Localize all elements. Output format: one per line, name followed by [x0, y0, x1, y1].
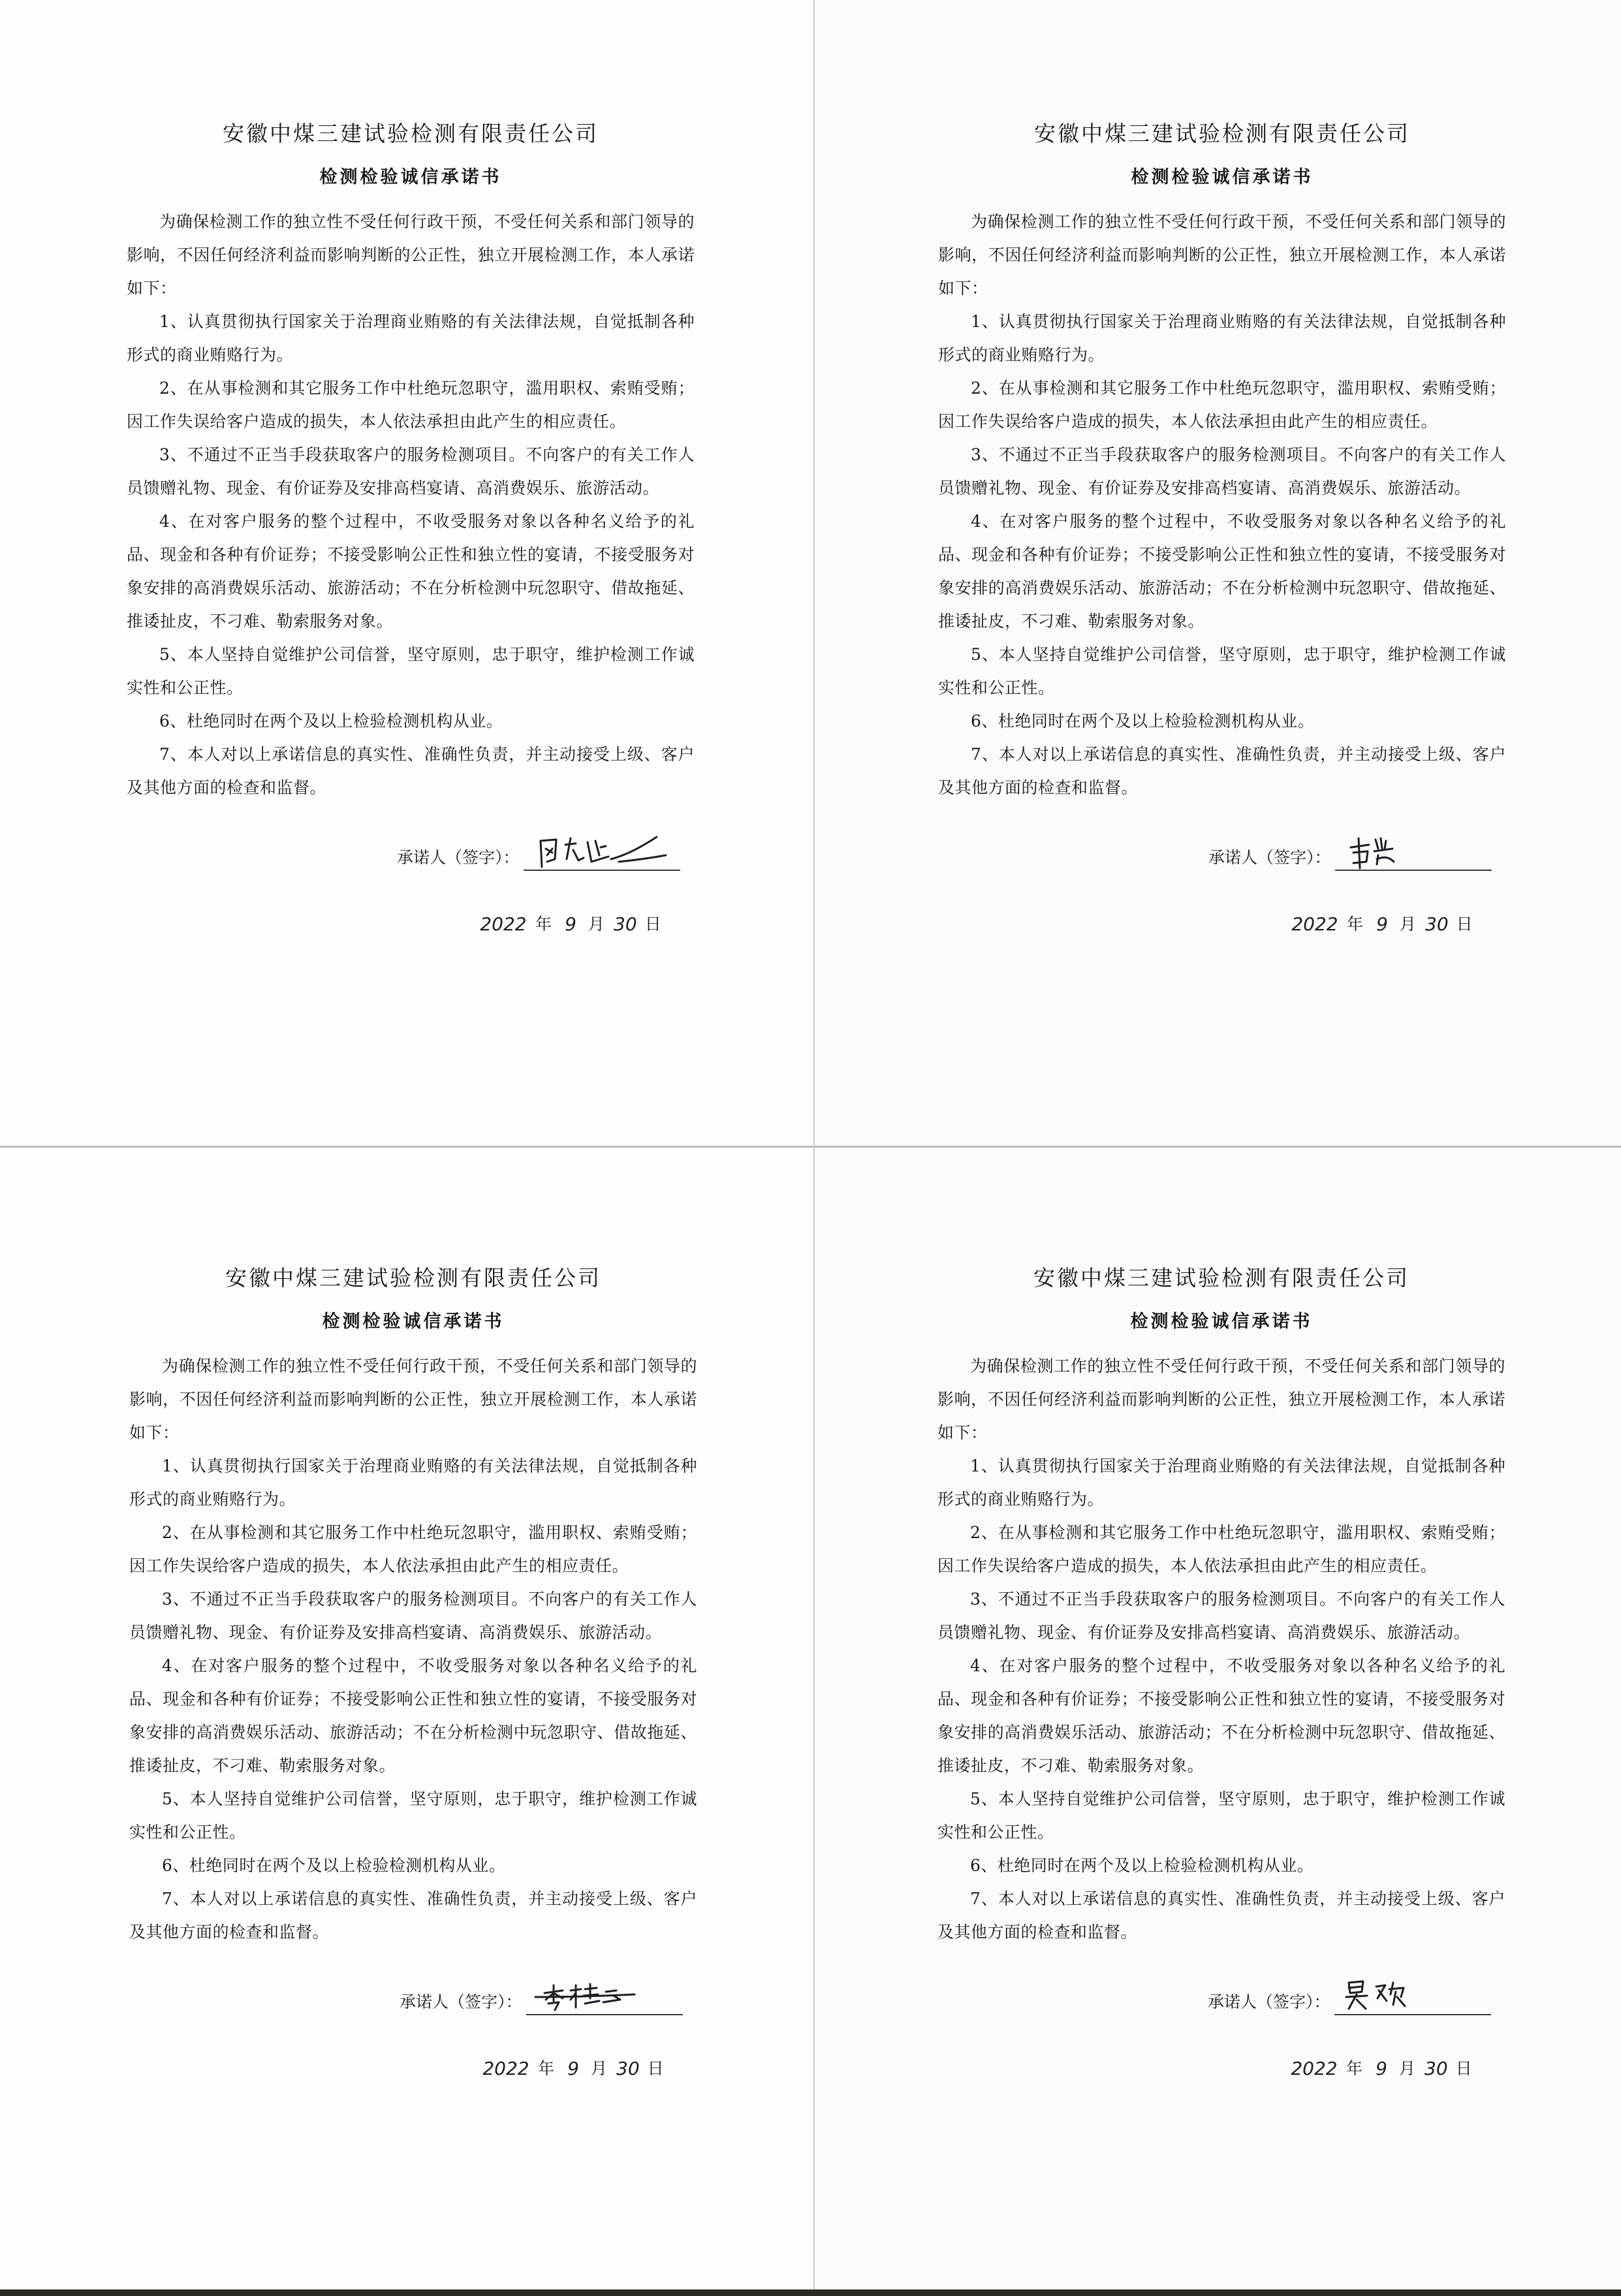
year-mark: 年	[1346, 2059, 1363, 2078]
month-mark: 月	[1400, 915, 1417, 934]
month-mark: 月	[1399, 2059, 1416, 2078]
month-mark: 月	[588, 915, 605, 934]
date-month: 9	[1376, 913, 1388, 935]
commitment-sheet-4	[813, 1146, 1621, 2289]
company-name: 安徽中煤三建试验检测有限责任公司	[225, 1265, 601, 1291]
document-title: 检测检验诚信承诺书	[322, 1312, 505, 1332]
year-mark: 年	[535, 915, 552, 934]
signature-row	[129, 1976, 697, 2015]
date-year: 2022	[1291, 2058, 1338, 2079]
commitment-item-2: 2、在从事检测和其它服务工作中杜绝玩忽职守，滥用职权、索贿受贿；因工作失误给客户造成的损失，本人依法承担由此产生的相应责任。	[938, 379, 1506, 431]
commitment-item-1: 1、认真贯彻执行国家关于治理商业贿赂的有关法律法规，自觉抵制各种形式的商业贿赂行为。	[129, 1456, 697, 1509]
handwritten-signature	[527, 833, 675, 872]
commitment-item-4: 4、在对客户服务的整个过程中，不收受服务对象以各种名义给予的礼品、现金和各种有价证券；不接受影响公正性和独立性的宴请，不接受服务对象安排的高消费娱乐活动、旅游活动；不在分析检测中玩忽职守、借故拖延、推诿扯皮，不刁难、勒索服务对象。	[127, 512, 695, 631]
commitment-item-5: 5、本人坚持自觉维护公司信誉，坚守原则，忠于职守，维护检测工作诚实性和公正性。	[938, 645, 1506, 697]
commitment-item-4: 4、在对客户服务的整个过程中，不收受服务对象以各种名义给予的礼品、现金和各种有价证券；不接受影响公正性和独立性的宴请，不接受服务对象安排的高消费娱乐活动、旅游活动；不在分析检测中玩忽职守、借故拖延、推诿扯皮，不刁难、勒索服务对象。	[937, 1656, 1505, 1775]
commitment-item-1: 1、认真贯彻执行国家关于治理商业贿赂的有关法律法规，自觉抵制各种形式的商业贿赂行为。	[938, 312, 1506, 364]
commitment-item-1: 1、认真贯彻执行国家关于治理商业贿赂的有关法律法规，自觉抵制各种形式的商业贿赂行为。	[127, 312, 695, 364]
signature-label: 承诺人（签字）：	[397, 848, 520, 867]
day-mark: 日	[647, 2059, 664, 2078]
commitment-item-3: 3、不通过不正当手段获取客户的服务检测项目。不向客户的有关工作人员馈赠礼物、现金、有价证券及安排高档宴请、高消费娱乐、旅游活动。	[937, 1590, 1505, 1642]
year-mark: 年	[538, 2059, 555, 2078]
commitment-item-4: 4、在对客户服务的整个过程中，不收受服务对象以各种名义给予的礼品、现金和各种有价证券；不接受影响公正性和独立性的宴请，不接受服务对象安排的高消费娱乐活动、旅游活动；不在分析检测中玩忽职守、借故拖延、推诿扯皮，不刁难、勒索服务对象。	[129, 1656, 697, 1775]
document-title: 检测检验诚信承诺书	[319, 167, 502, 187]
signature-label: 承诺人（签字）：	[1208, 1992, 1330, 2011]
date-day: 30	[1424, 2058, 1448, 2079]
sheet-content	[127, 116, 695, 935]
date-row	[127, 902, 695, 935]
date-month: 9	[567, 2058, 579, 2079]
day-mark: 日	[1455, 2059, 1472, 2078]
date-month: 9	[565, 913, 576, 935]
commitment-sheet-3	[0, 1146, 813, 2289]
commitment-item-5: 5、本人坚持自觉维护公司信誉，坚守原则，忠于职守，维护检测工作诚实性和公正性。	[129, 1789, 697, 1842]
date-day: 30	[614, 913, 637, 935]
day-mark: 日	[644, 915, 661, 934]
handwritten-signature	[530, 1977, 678, 2017]
date-row	[938, 902, 1506, 935]
commitment-item-5: 5、本人坚持自觉维护公司信誉，坚守原则，忠于职守，维护检测工作诚实性和公正性。	[937, 1789, 1505, 1842]
intro-paragraph: 为确保检测工作的独立性不受任何行政干预，不受任何关系和部门领导的影响，不因任何经济利益而影响判断的公正性，独立开展检测工作，本人承诺如下：	[937, 1357, 1505, 1442]
commitment-item-7: 7、本人对以上承诺信息的真实性、准确性负责，并主动接受上级、客户及其他方面的检查和监督。	[129, 1889, 697, 1942]
commitment-item-5: 5、本人坚持自觉维护公司信誉，坚守原则，忠于职守，维护检测工作诚实性和公正性。	[127, 645, 695, 697]
signature-label: 承诺人（签字）：	[1208, 848, 1331, 867]
commitment-item-7: 7、本人对以上承诺信息的真实性、准确性负责，并主动接受上级、客户及其他方面的检查和监督。	[937, 1889, 1505, 1942]
commitment-item-4: 4、在对客户服务的整个过程中，不收受服务对象以各种名义给予的礼品、现金和各种有价证券；不接受影响公正性和独立性的宴请，不接受服务对象安排的高消费娱乐活动、旅游活动；不在分析检测中玩忽职守、借故拖延、推诿扯皮，不刁难、勒索服务对象。	[938, 512, 1506, 631]
signature-row	[127, 832, 695, 871]
document-title: 检测检验诚信承诺书	[1131, 167, 1314, 187]
signature-row	[937, 1976, 1505, 2015]
company-name: 安徽中煤三建试验检测有限责任公司	[1033, 1265, 1409, 1291]
commitment-sheet-2	[813, 0, 1621, 1146]
date-year: 2022	[482, 2058, 529, 2079]
sheet-content	[937, 1261, 1505, 2079]
signature-field	[524, 833, 680, 871]
commitment-item-3: 3、不通过不正当手段获取客户的服务检测项目。不向客户的有关工作人员馈赠礼物、现金、有价证券及安排高档宴请、高消费娱乐、旅游活动。	[129, 1590, 697, 1642]
intro-paragraph: 为确保检测工作的独立性不受任何行政干预，不受任何关系和部门领导的影响，不因任何经济利益而影响判断的公正性，独立开展检测工作，本人承诺如下：	[129, 1357, 697, 1442]
date-year: 2022	[1291, 913, 1338, 935]
date-month: 9	[1376, 2058, 1387, 2079]
day-mark: 日	[1456, 915, 1473, 934]
commitment-item-6: 6、杜绝同时在两个及以上检验检测机构从业。	[159, 712, 503, 731]
year-mark: 年	[1347, 915, 1364, 934]
commitment-item-6: 6、杜绝同时在两个及以上检验检测机构从业。	[970, 1856, 1314, 1875]
signature-field	[1334, 1977, 1491, 2015]
date-day: 30	[616, 2058, 640, 2079]
signature-field	[526, 1977, 683, 2015]
sheet-content	[129, 1261, 697, 2079]
signature-row	[938, 832, 1506, 871]
handwritten-signature	[1339, 833, 1487, 872]
commitment-sheet-1	[0, 0, 813, 1146]
commitment-item-2: 2、在从事检测和其它服务工作中杜绝玩忽职守，滥用职权、索贿受贿；因工作失误给客户造成的损失，本人依法承担由此产生的相应责任。	[127, 379, 695, 431]
signature-field	[1335, 833, 1492, 871]
sheet-content	[938, 116, 1506, 935]
commitment-item-6: 6、杜绝同时在两个及以上检验检测机构从业。	[971, 712, 1315, 731]
date-row	[129, 2047, 697, 2079]
commitment-item-7: 7、本人对以上承诺信息的真实性、准确性负责，并主动接受上级、客户及其他方面的检查和监督。	[127, 745, 695, 797]
commitment-item-1: 1、认真贯彻执行国家关于治理商业贿赂的有关法律法规，自觉抵制各种形式的商业贿赂行为。	[937, 1456, 1505, 1509]
date-row	[937, 2047, 1505, 2079]
document-title: 检测检验诚信承诺书	[1130, 1312, 1313, 1332]
signature-label: 承诺人（签字）：	[400, 1992, 522, 2011]
date-day: 30	[1425, 913, 1449, 935]
intro-paragraph: 为确保检测工作的独立性不受任何行政干预，不受任何关系和部门领导的影响，不因任何经济利益而影响判断的公正性，独立开展检测工作，本人承诺如下：	[938, 212, 1506, 298]
company-name: 安徽中煤三建试验检测有限责任公司	[1034, 121, 1410, 146]
commitment-item-3: 3、不通过不正当手段获取客户的服务检测项目。不向客户的有关工作人员馈赠礼物、现金、有价证券及安排高档宴请、高消费娱乐、旅游活动。	[127, 445, 695, 497]
intro-paragraph: 为确保检测工作的独立性不受任何行政干预，不受任何关系和部门领导的影响，不因任何经济利益而影响判断的公正性，独立开展检测工作，本人承诺如下：	[127, 212, 695, 298]
date-year: 2022	[480, 913, 527, 935]
commitment-item-6: 6、杜绝同时在两个及以上检验检测机构从业。	[162, 1856, 506, 1875]
company-name: 安徽中煤三建试验检测有限责任公司	[223, 121, 599, 146]
commitment-item-7: 7、本人对以上承诺信息的真实性、准确性负责，并主动接受上级、客户及其他方面的检查和监督。	[938, 745, 1506, 797]
month-mark: 月	[591, 2059, 608, 2078]
commitment-item-2: 2、在从事检测和其它服务工作中杜绝玩忽职守，滥用职权、索贿受贿；因工作失误给客户造成的损失，本人依法承担由此产生的相应责任。	[937, 1523, 1505, 1575]
handwritten-signature	[1338, 1977, 1486, 2017]
commitment-item-2: 2、在从事检测和其它服务工作中杜绝玩忽职守，滥用职权、索贿受贿；因工作失误给客户造成的损失，本人依法承担由此产生的相应责任。	[129, 1523, 697, 1575]
commitment-item-3: 3、不通过不正当手段获取客户的服务检测项目。不向客户的有关工作人员馈赠礼物、现金、有价证券及安排高档宴请、高消费娱乐、旅游活动。	[938, 445, 1506, 497]
